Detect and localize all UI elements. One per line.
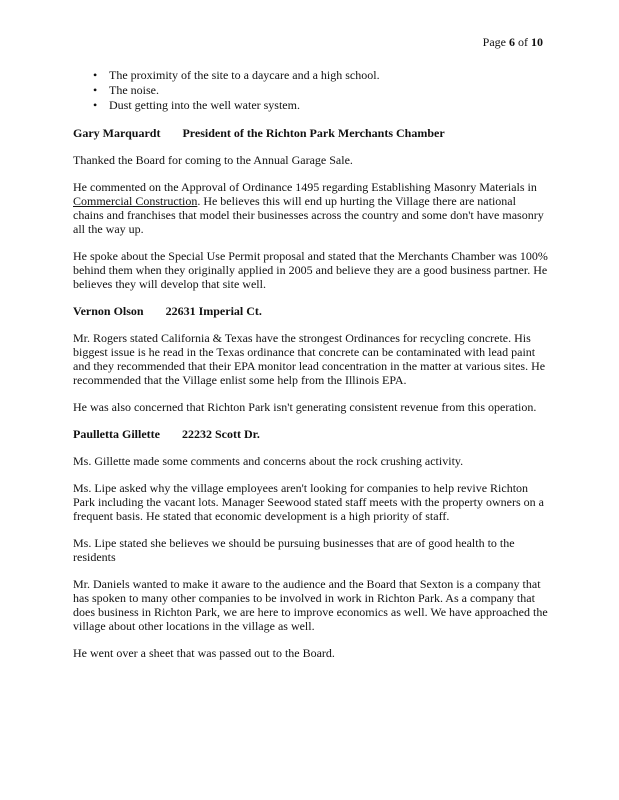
bullet-icon: • [93,68,98,82]
paragraph-ordinance-1495 [73,180,548,236]
list-item [73,83,548,98]
paragraph-text: He commented on the Approval of Ordinance 1495 regarding Establishing Masonry Materials in [73,180,537,194]
list-item-text: The proximity of the site to a daycare and a high school. [109,68,380,82]
speaker-heading-marquardt [73,126,548,140]
page-number-current: 6 [509,35,515,49]
bullet-icon: • [93,83,98,97]
paragraph: Thanked the Board for coming to the Annual Garage Sale. [73,153,353,167]
paragraph: Ms. Lipe asked why the village employees aren't looking for companies to help revive Richton Park including the vacant lots. Manager Seewood stated staff meets with the property owners on a frequent basis. He stated that economic development is a high priority of staff. [73,481,544,523]
underlined-text: Commercial Construction [73,194,198,208]
paragraph-text: . He believes this will end up hurting the Village there are national chains and franchises that model their businesses across the country and some don't have masonry all the way up. [73,194,544,236]
list-item [73,98,548,113]
page-number-of: of [518,35,528,49]
paragraph: Ms. Gillette made some comments and concerns about the rock crushing activity. [73,454,464,468]
paragraph: Mr. Daniels wanted to make it aware to the audience and the Board that Sexton is a company that has spoken to many other companies to be involved in work in Richton Park. As a company that does business in Richton Park, we are here to improve economics as well. We have approached the village about other locations in the village as well. [73,577,548,633]
paragraph: He was also concerned that Richton Park isn't generating consistent revenue from this operation. [73,400,537,414]
list-item [73,68,548,83]
page-number [483,35,543,49]
speaker-detail: 22232 Scott Dr. [181,427,260,441]
paragraph: Ms. Lipe stated she believes we should be pursuing businesses that are of good health to the residents [73,536,515,564]
speaker-name: Gary Marquardt [73,126,161,140]
list-item-text: The noise. [109,83,159,97]
speaker-heading-gillette [73,427,548,441]
speaker-name: Paulletta Gillette [73,427,160,441]
speaker-detail: 22631 Imperial Ct. [165,304,262,318]
paragraph: He went over a sheet that was passed out to the Board. [73,646,335,660]
speaker-detail: President of the Richton Park Merchants Chamber [182,126,445,140]
page-number-total: 10 [531,35,543,49]
bullet-icon: • [93,98,98,112]
speaker-heading-olson [73,304,548,318]
document-body [73,68,548,660]
list-item-text: Dust getting into the well water system. [109,98,300,112]
paragraph: He spoke about the Special Use Permit proposal and stated that the Merchants Chamber was 100% behind them when they originally applied in 2005 and believe they are a good business partner. He believes they will develop that site well. [73,249,548,291]
speaker-name: Vernon Olson [73,304,144,318]
paragraph: Mr. Rogers stated California & Texas have the strongest Ordinances for recycling concrete. His biggest issue is he read in the Texas ordinance that concrete can be contaminated with lead paint and they recommended that their EPA monitor lead concentration in the matter at various sites. He recommended that the Village enlist some help from the Illinois EPA. [73,331,546,387]
concerns-list [73,68,548,113]
page-number-prefix: Page [482,35,506,49]
